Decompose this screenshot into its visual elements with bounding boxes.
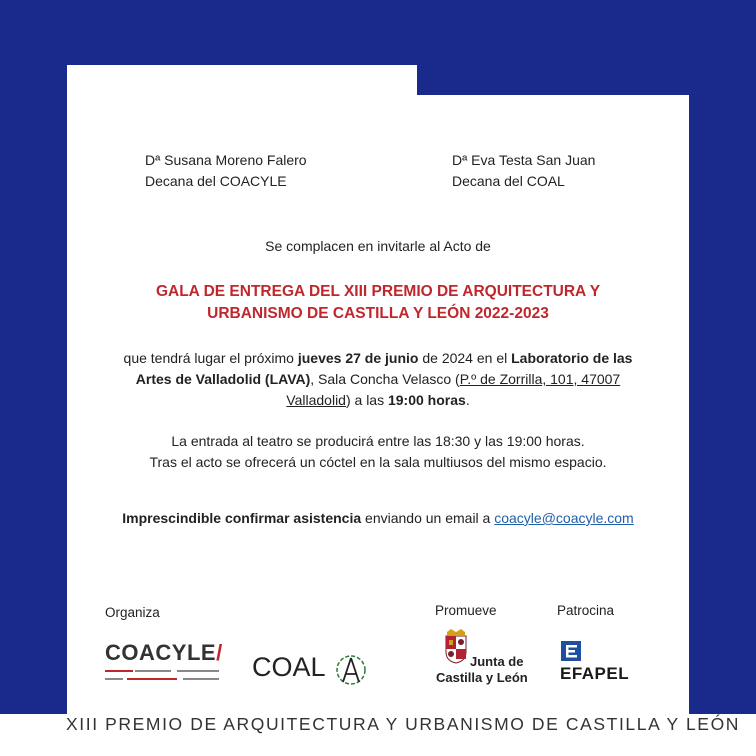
venue-address[interactable]: P.º de Zorrilla, 101, 47007 (459, 371, 621, 387)
event-title (67, 281, 689, 325)
junta-logo-text (436, 654, 528, 686)
rsvp-bold: Imprescindible confirmar asistencia (122, 510, 362, 526)
details-text: ) a las (345, 392, 388, 408)
event-time: 19:00 horas (387, 392, 466, 408)
signatory-right-role: Decana del COAL (452, 173, 565, 189)
efapel-logo: EFAPEL (560, 664, 630, 683)
venue-name: Artes de Valladolid (LAVA) (135, 371, 311, 387)
label-patrocina: Patrocina (557, 603, 615, 618)
signatory-right (452, 150, 595, 192)
venue-address[interactable]: Valladolid (286, 392, 346, 408)
details-text: que tendrá lugar el próximo (123, 350, 298, 366)
coacyle-logo (105, 640, 223, 666)
coal-emblem-icon (334, 652, 368, 688)
efapel-e-icon (561, 641, 583, 663)
entry-info (67, 431, 689, 473)
event-details (90, 348, 666, 411)
entry-info-line2: Tras el acto se ofrecerá un cóctel en la sala multiusos del mismo espacio. (149, 454, 607, 470)
rsvp (67, 508, 689, 529)
venue-name: Laboratorio de las (511, 350, 633, 366)
coacyle-logo-slash: / (216, 640, 223, 665)
signatory-right-name: Dª Eva Testa San Juan (452, 152, 596, 168)
footer-title: XIII PREMIO DE ARQUITECTURA Y URBANISMO DE CASTILLA Y LEÓN (66, 714, 741, 734)
coacyle-logo-bars (105, 668, 220, 684)
event-title-line2: URBANISMO DE CASTILLA Y LEÓN 2022-2023 (207, 305, 549, 322)
details-text: , Sala Concha Velasco ( (310, 371, 460, 387)
label-promueve: Promueve (435, 603, 497, 618)
label-organiza: Organiza (105, 605, 160, 620)
entry-info-line1: La entrada al teatro se producirá entre las 18:30 y las 19:00 horas. (171, 433, 585, 449)
junta-logo-line1: Junta de (470, 654, 524, 669)
coal-logo: COAL (252, 652, 326, 682)
rsvp-email-link[interactable]: coacyle@coacyle.com (494, 510, 634, 526)
coacyle-logo-text: COACYLE (105, 640, 217, 665)
junta-logo-line2: Castilla y León (436, 670, 528, 685)
signatory-left (145, 150, 307, 192)
event-date: jueves 27 de junio (297, 350, 419, 366)
intro-text: Se complacen en invitarle al Acto de (265, 238, 491, 254)
event-title-line1: GALA DE ENTREGA DEL XIII PREMIO DE ARQUITECTURA Y (155, 283, 601, 300)
signatory-left-name: Dª Susana Moreno Falero (145, 152, 307, 168)
details-text: de 2024 en el (418, 350, 512, 366)
details-text: . (465, 392, 470, 408)
rsvp-text: enviando un email a (361, 510, 495, 526)
signatory-left-role: Decana del COACYLE (145, 173, 287, 189)
